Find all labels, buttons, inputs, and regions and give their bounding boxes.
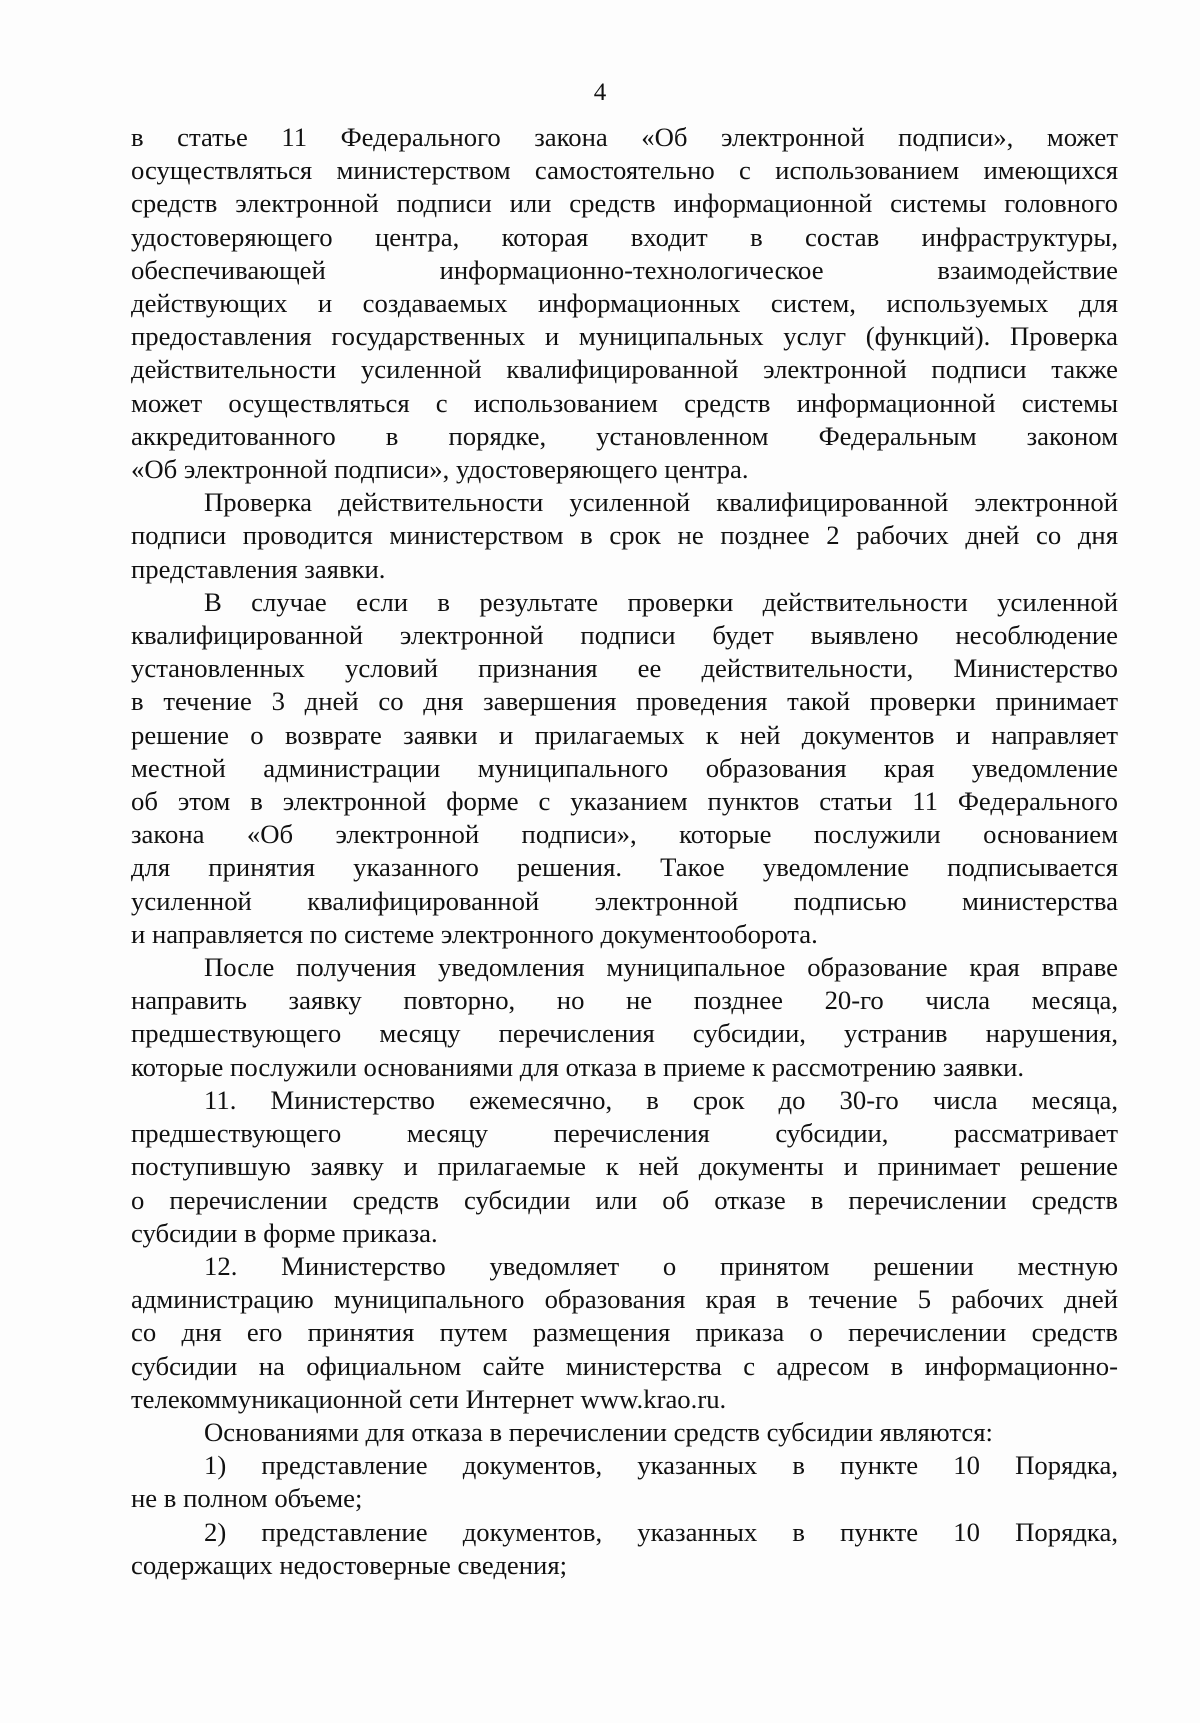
text-line: которые послужили основаниями для отказа в приеме к рассмотрению заявки. (131, 1051, 1025, 1082)
text-line: телекоммуникационной сети Интернет www.krao.ru. (131, 1383, 727, 1414)
text-line: обеспечивающей информационно-технологическое взаимодействие (131, 254, 1118, 285)
text-line: администрацию муниципального образования края в течение 5 рабочих дней (131, 1284, 1118, 1315)
text-line: аккредитованного в порядке, установленном Федеральным законом (131, 420, 1118, 451)
text-line: действующих и создаваемых информационных систем, используемых для (131, 288, 1118, 319)
text-line: решение о возврате заявки и прилагаемых к ней документов и направляет (131, 719, 1118, 750)
text-line: субсидии в форме приказа. (131, 1217, 438, 1248)
text-line: содержащих недостоверные сведения; (131, 1549, 568, 1580)
text-line: удостоверяющего центра, которая входит в состав инфраструктуры, (131, 221, 1118, 252)
text-line: Проверка действительности усиленной квалифицированной электронной (204, 487, 1118, 518)
paragraph-item-12 (131, 1250, 1118, 1416)
text-line: усиленной квалифицированной электронной подписью министерства (131, 885, 1118, 916)
text-line: действительности усиленной квалифицированной электронной подписи также (131, 354, 1118, 385)
text-line: «Об электронной подписи», удостоверяющего центра. (131, 454, 749, 485)
text-line: может осуществляться с использованием средств информационной системы (131, 387, 1118, 418)
text-line: 12. Министерство уведомляет о принятом решении местную (204, 1250, 1118, 1281)
document-body (131, 121, 1118, 1582)
text-line: об этом в электронной форме с указанием пунктов статьи 11 Федерального (131, 786, 1118, 817)
text-line: После получения уведомления муниципальное образование края вправе (204, 952, 1118, 983)
paragraph-resubmission (131, 951, 1118, 1084)
text-line: местной администрации муниципального образования края уведомление (131, 752, 1118, 783)
text-line: 1) представление документов, указанных в пункте 10 Порядка, (204, 1450, 1118, 1481)
paragraph-nonconformity-return (131, 586, 1118, 951)
text-line: о перечислении средств субсидии или об отказе в перечислении средств (131, 1184, 1118, 1215)
text-line: квалифицированной электронной подписи будет выявлено несоблюдение (131, 620, 1118, 651)
paragraph-signature-check-term (131, 486, 1118, 586)
text-line: и направляется по системе электронного документооборота. (131, 918, 818, 949)
text-line: не в полном объеме; (131, 1483, 363, 1514)
text-line: в течение 3 дней со дня завершения проведения такой проверки принимает (131, 686, 1118, 717)
text-line: предшествующего месяцу перечисления субсидии, рассматривает (131, 1118, 1118, 1149)
paragraph-item-11 (131, 1084, 1118, 1250)
text-line: предшествующего месяцу перечисления субсидии, устранив нарушения, (131, 1018, 1118, 1049)
text-line: установленных условий признания ее действительности, Министерство (131, 653, 1118, 684)
text-line: закона «Об электронной подписи», которые послужили основанием (131, 819, 1118, 850)
text-line: поступившую заявку и прилагаемые к ней документы и принимает решение (131, 1151, 1118, 1182)
text-line: осуществляться министерством самостоятельно с использованием имеющихся (131, 155, 1118, 186)
list-item (131, 1516, 1118, 1582)
text-line: субсидии на официальном сайте министерства с адресом в информационно- (131, 1350, 1118, 1381)
text-line: предоставления государственных и муниципальных услуг (функций). Проверка (131, 321, 1118, 352)
text-line: направить заявку повторно, но не позднее 20-го числа месяца, (131, 985, 1118, 1016)
text-line: 11. Министерство ежемесячно, в срок до 30-го числа месяца, (204, 1084, 1118, 1115)
text-line: со дня его принятия путем размещения приказа о перечислении средств (131, 1317, 1118, 1348)
text-line: В случае если в результате проверки действительности усиленной (204, 586, 1118, 617)
list-item (131, 1449, 1118, 1515)
text-line: для принятия указанного решения. Такое уведомление подписывается (131, 852, 1118, 883)
paragraph-continuation (131, 121, 1118, 486)
text-line: Основаниями для отказа в перечислении средств субсидии являются: (204, 1416, 993, 1447)
text-line: в статье 11 Федерального закона «Об электронной подписи», может (131, 122, 1118, 152)
page-number: 4 (593, 79, 607, 106)
text-line: 2) представление документов, указанных в пункте 10 Порядка, (204, 1516, 1118, 1547)
text-line: представления заявки. (131, 553, 386, 584)
paragraph-refusal-grounds (131, 1416, 1118, 1449)
text-line: подписи проводится министерством в срок не позднее 2 рабочих дней со дня (131, 520, 1118, 551)
text-line: средств электронной подписи или средств информационной системы головного (131, 188, 1118, 219)
